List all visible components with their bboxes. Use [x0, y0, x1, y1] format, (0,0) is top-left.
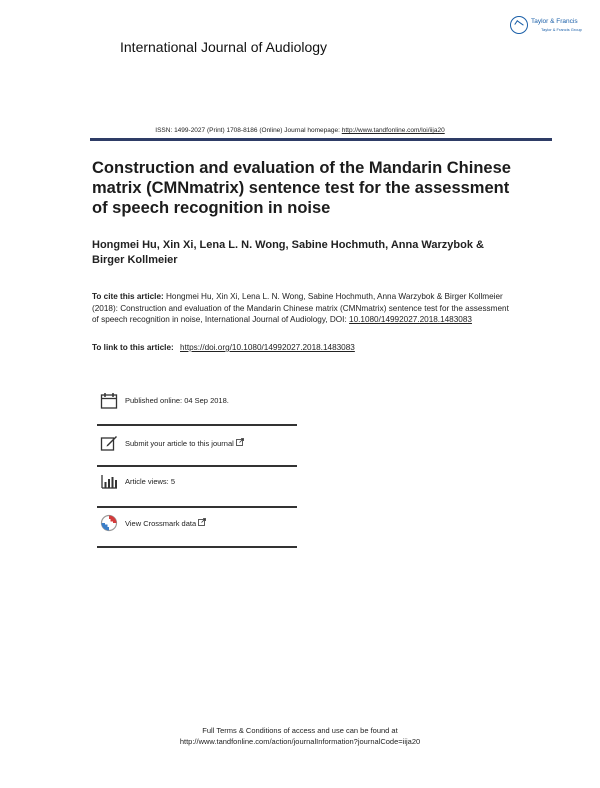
- meta-divider: [97, 465, 297, 467]
- edit-icon: [100, 434, 118, 452]
- publisher-logo[interactable]: [510, 16, 586, 38]
- crossmark-item[interactable]: [98, 514, 298, 534]
- article-views-text: Article views: 5: [125, 477, 176, 486]
- published-online-text: Published online: 04 Sep 2018.: [125, 396, 229, 405]
- article-doi-url[interactable]: https://doi.org/10.1080/14992027.2018.1483083: [180, 343, 355, 352]
- issn-line: [0, 127, 600, 134]
- crossmark-icon: [100, 514, 118, 532]
- submit-article-item[interactable]: [98, 434, 298, 454]
- meta-divider: [97, 546, 297, 548]
- citation-text: Hongmei Hu, Xin Xi, Lena L. N. Wong, Sabine Hochmuth, Anna Warzybok & Birger Kollmeier (2018): Construction and evaluation of the Mandarin Chinese matrix (CMNmatrix) sentence test for the assessment of speech recognition in noise, International Journal of Audiology, DOI:: [92, 292, 509, 324]
- header-divider: [90, 138, 552, 141]
- published-online-item: [98, 392, 298, 412]
- article-title: Construction and evaluation of the Mandarin Chinese matrix (CMNmatrix) sentence test for the assessment of speech recognition in noise: [92, 159, 511, 217]
- citation-doi-link[interactable]: 10.1080/14992027.2018.1483083: [349, 315, 472, 324]
- article-authors: Hongmei Hu, Xin Xi, Lena L. N. Wong, Sabine Hochmuth, Anna Warzybok & Birger Kollmeier: [92, 239, 484, 266]
- footer: [0, 725, 600, 747]
- footer-journal-url[interactable]: http://www.tandfonline.com/action/journalInformation?journalCode=iija20: [179, 737, 421, 746]
- crossmark-text[interactable]: View Crossmark data: [125, 518, 206, 528]
- footer-terms-text: Full Terms & Conditions of access and use can be found at: [202, 726, 398, 735]
- issn-text: ISSN: 1499-2027 (Print) 1708-8186 (Online) Journal homepage:: [155, 127, 340, 134]
- bar-chart-icon: [100, 473, 118, 491]
- link-label: To link to this article:: [92, 343, 174, 352]
- meta-divider: [97, 506, 297, 508]
- publisher-tagline: Taylor & Francis Group: [541, 27, 582, 32]
- article-views-item: [98, 473, 298, 493]
- meta-divider: [97, 424, 297, 426]
- journal-name: International Journal of Audiology: [120, 39, 328, 55]
- calendar-icon: [100, 392, 118, 410]
- citation-label: To cite this article:: [92, 292, 164, 301]
- submit-article-text[interactable]: Submit your article to this journal: [125, 438, 244, 448]
- taylor-francis-logo-icon: [510, 16, 528, 34]
- journal-homepage-link[interactable]: http://www.tandfonline.com/loi/iija20: [341, 127, 445, 134]
- citation-block: [92, 291, 517, 326]
- publisher-name: Taylor & Francis: [531, 18, 578, 25]
- link-block: [92, 343, 355, 352]
- external-link-icon: [236, 438, 244, 446]
- external-link-icon: [198, 518, 206, 526]
